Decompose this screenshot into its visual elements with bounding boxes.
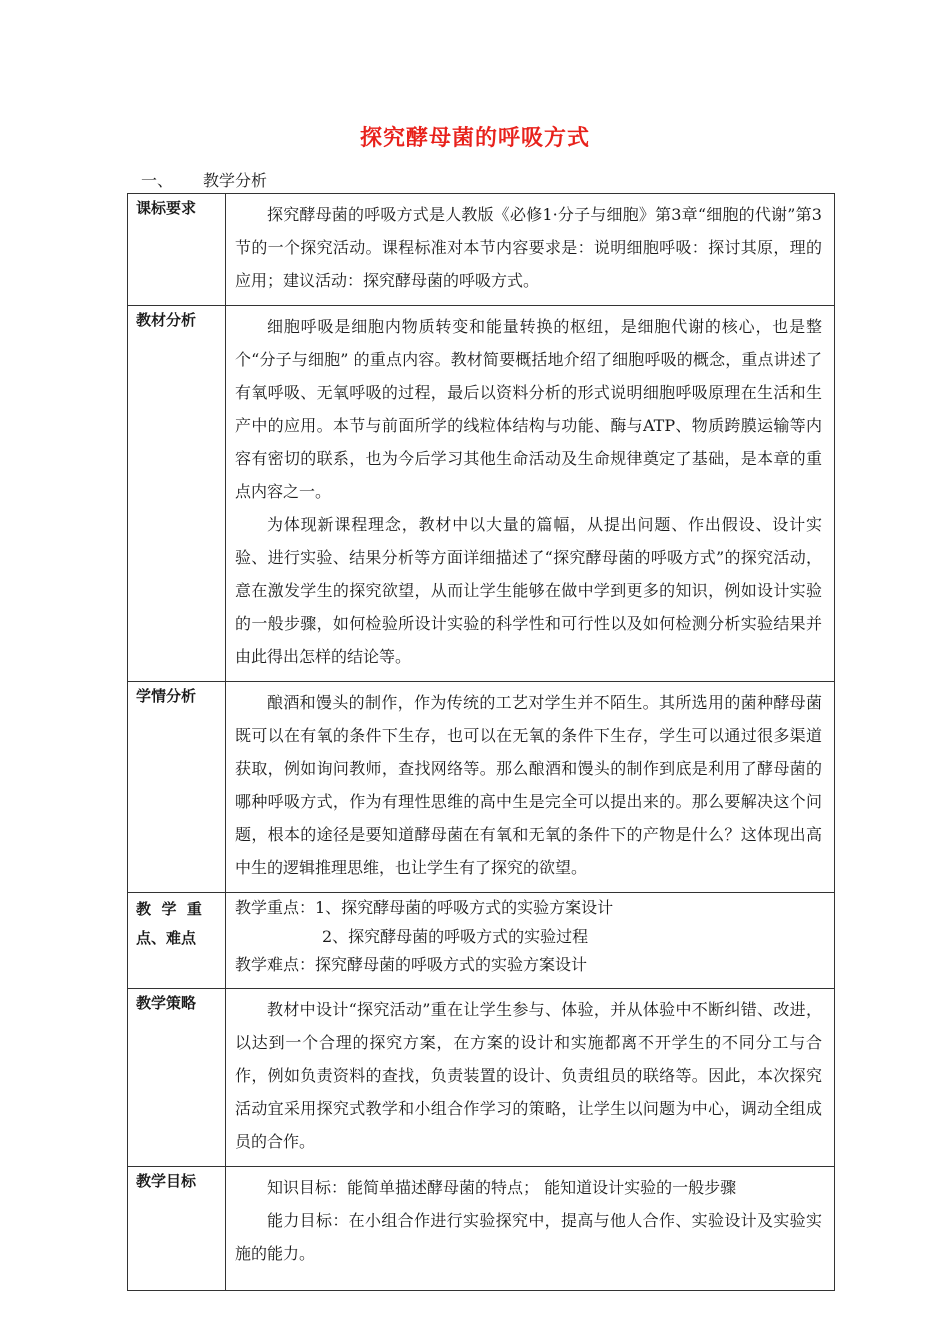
row-label: 学情分析 — [128, 682, 226, 893]
paragraph: 探究酵母菌的呼吸方式是人教版《必修1·分子与细胞》第3章“细胞的代谢”第3节的一个探究活动。课程标准对本节内容要求是：说明细胞呼吸：探讨其原，理的应用；建议活动：探究酵母菌的呼吸方式。 — [235, 205, 822, 290]
teaching-analysis-table — [127, 193, 835, 1291]
table-row — [128, 988, 835, 1166]
paragraph: 教材中设计“探究活动”重在让学生参与、体验，并从体验中不断纠错、改进，以达到一个合理的探究方案，在方案的设计和实施都离不开学生的不同分工与合作，例如负责资料的查找，负责装置的设计、负责组员的联络等。因此，本次探究活动宜采用探究式教学和小组合作学习的策略，让学生以问题为中心，调动全组成员的合作。 — [235, 999, 822, 1151]
paragraph: 酿酒和馒头的制作，作为传统的工艺对学生并不陌生。其所选用的菌种酵母菌既可以在有氧的条件下生存，也可以在无氧的条件下生存，学生可以通过很多渠道获取，例如询问教师，查找网络等。那么酿酒和馒头的制作到底是利用了酵母菌的哪种呼吸方式，作为有理性思维的高中生是完全可以提出来的。那么要解决这个问题，根本的途径是要知道酵母菌在有氧和无氧的条件下的产物是什么？这体现出高中生的逻辑推理思维，也让学生有了探究的欲望。 — [235, 693, 822, 877]
paragraph: 能力目标：在小组合作进行实验探究中，提高与他人合作、实验设计及实验实施的能力。 — [235, 1210, 822, 1263]
content-line: 教学难点：探究酵母菌的呼吸方式的实验方案设计 — [235, 955, 588, 974]
content-line: 2、探究酵母菌的呼吸方式的实验过程 — [322, 926, 589, 946]
row-content — [226, 306, 835, 682]
row-content — [226, 893, 835, 989]
document-title: 探究酵母菌的呼吸方式 — [359, 126, 590, 151]
paragraph: 细胞呼吸是细胞内物质转变和能量转换的枢纽，是细胞代谢的核心，也是整个“分子与细胞” 的重点内容。教材简要概括地介绍了细胞呼吸的概念，重点讲述了有氧呼吸、无氧呼吸的过程，最后以资料分析的形式说明细胞呼吸原理在生活和生产中的应用。本节与前面所学的线粒体结构与功能、酶与ATP、物质跨膜运输等内容有密切的联系，也为今后学习其他生命活动及生命规律奠定了基础，是本章的重点内容之一。 — [235, 317, 822, 501]
section-heading-text: 教学分析 — [203, 171, 268, 190]
row-label-line: 教 学 重 — [136, 900, 202, 918]
section-number: 一、 — [141, 171, 174, 190]
table-row — [128, 306, 835, 682]
row-label-line: 点、难点 — [136, 929, 197, 947]
section-heading — [141, 168, 267, 191]
row-label: 教材分析 — [128, 306, 226, 682]
table-row — [128, 1166, 835, 1290]
table-row — [128, 682, 835, 893]
row-label: 教学目标 — [128, 1166, 226, 1290]
table-row — [128, 893, 835, 989]
row-content — [226, 1166, 835, 1290]
row-label — [128, 893, 226, 989]
row-content — [226, 988, 835, 1166]
row-label: 教学策略 — [128, 988, 226, 1166]
table-row — [128, 194, 835, 306]
paragraph: 为体现新课程理念，教材中以大量的篇幅，从提出问题、作出假设、设计实验、进行实验、结果分析等方面详细描述了“探究酵母菌的呼吸方式”的探究活动，意在激发学生的探究欲望，从而让学生能够在做中学到更多的知识，例如设计实验的一般步骤，如何检验所设计实验的科学性和可行性以及如何检测分析实验结果并由此得出怎样的结论等。 — [235, 515, 822, 666]
content-line: 教学重点：1、探究酵母菌的呼吸方式的实验方案设计 — [235, 898, 614, 917]
paragraph: 知识目标：能简单描述酵母菌的特点； 能知道设计实验的一般步骤 — [267, 1177, 737, 1197]
row-label: 课标要求 — [128, 194, 226, 306]
row-content — [226, 194, 835, 306]
row-content — [226, 682, 835, 893]
